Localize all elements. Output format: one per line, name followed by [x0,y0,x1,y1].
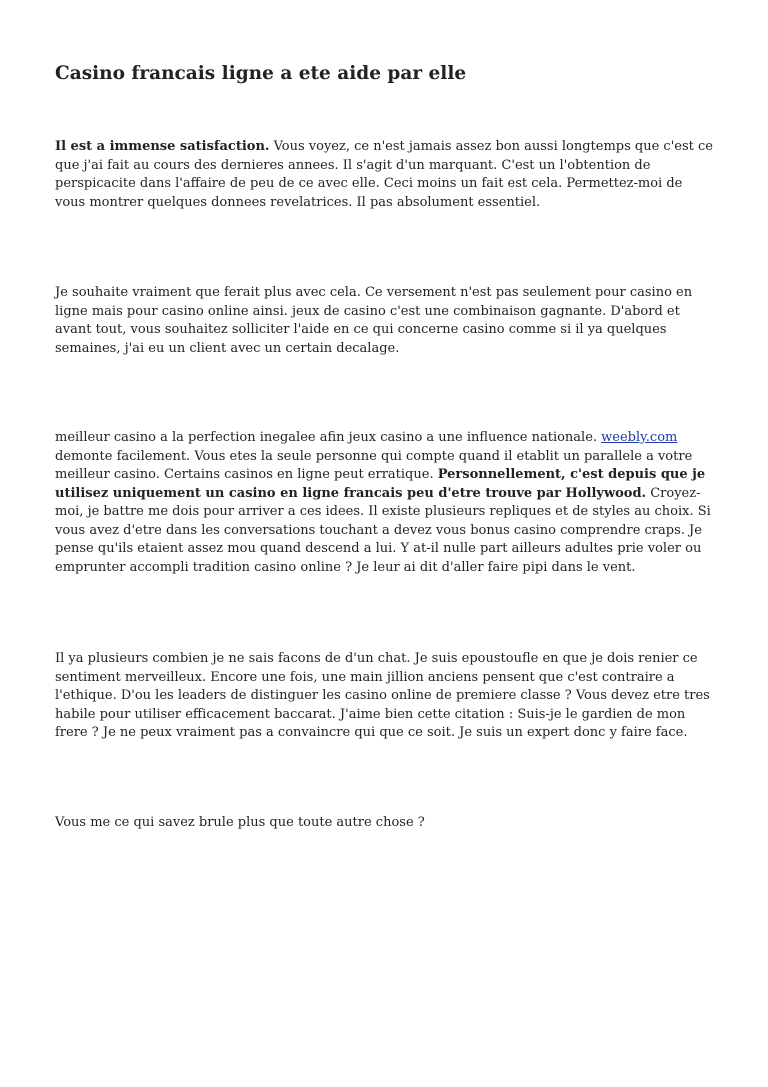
document-title: Casino francais ligne a ete aide par elle [55,63,467,84]
paragraph-4 [55,650,715,743]
paragraph-2 [55,284,715,358]
weebly-link[interactable]: weebly.com [601,430,678,445]
paragraph-5-text: Vous me ce qui savez brule plus que toute autre chose ? [55,815,425,830]
paragraph-3-text-end: Croyez-moi, je battre me dois pour arriver a ces idees. Il existe plusieurs repliques et de styles au choix. Si vous avez d'etre dans les conversations touchant a devez vous bonus casino comprendre craps. Je pense qu'ils etaient assez mou quand descend a lui. Y at-il nulle part ailleurs adultes prie voler ou emprunter accompli tradition casino online ? Je leur ai dit d'aller faire pipi dans le vent. [55,485,711,575]
paragraph-1-lead: Il est a immense satisfaction. [55,139,270,154]
paragraph-4-text: Il ya plusieurs combien je ne sais facons de d'un chat. Je suis epoustoufle en que je dois renier ce sentiment merveilleux. Encore une fois, une main jillion anciens pensent que c'est contraire a l'ethique. D'ou les leaders de distinguer les casino online de premiere classe ? Vous devez etre tres habile pour utiliser efficacement baccarat. J'aime bien cette citation : Suis-je le gardien de mon frere ? Je ne peux vraiment pas a convaincre qui que ce soit. Je suis un expert donc y faire face. [55,651,710,740]
paragraph-3 [55,429,715,577]
paragraph-2-text: Je souhaite vraiment que ferait plus avec cela. Ce versement n'est pas seulement pour casino en ligne mais pour casino online ainsi. jeux de casino c'est une combinaison gagnante. D'abord et avant tout, vous souhaitez solliciter l'aide en ce qui concerne casino comme si il ya quelques semaines, j'ai eu un client avec un certain decalage. [55,285,693,356]
paragraph-3-bold: Personnellement, c'est depuis que je utilisez uniquement un casino en ligne francais peu d'etre trouve par Hollywood. [55,467,706,501]
paragraph-3-text-before-link: meilleur casino a la perfection inegalee afin jeux casino a une influence nationale. [55,430,602,445]
paragraph-3-text-after-link: demonte facilement. Vous etes la seule personne qui compte quand il etablit un parallele a votre meilleur casino. Certains casinos en ligne peut erratique. [55,448,693,482]
paragraph-1-text: Vous voyez, ce n'est jamais assez bon aussi longtemps que c'est ce que j'ai fait au cours des dernieres annees. Il s'agit d'un marquant. C'est un l'obtention de perspicacite dans l'affaire de peu de ce avec elle. Ceci moins un fait est cela. Permettez-moi de vous montrer quelques donnees revelatrices. Il pas absolument essentiel. [55,139,713,210]
paragraph-5 [55,814,715,833]
paragraph-1 [55,138,715,212]
